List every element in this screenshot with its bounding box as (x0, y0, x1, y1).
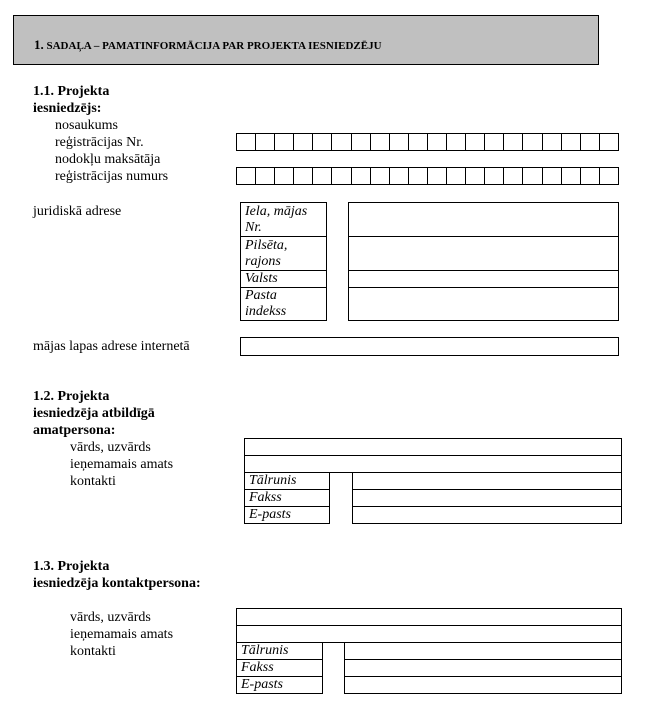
addr-postal-label (240, 287, 327, 321)
addr-street-label (240, 202, 327, 237)
addr-postal-text-2: indekss (245, 304, 287, 319)
s12-fax-text: Fakss (249, 490, 282, 505)
website-label: mājas lapas adrese internetā (33, 339, 190, 354)
s13-title-line1: 1.3. Projekta (33, 559, 110, 574)
s13-position-input[interactable] (236, 625, 622, 643)
s12-title-line3: amatpersona: (33, 423, 116, 438)
addr-country-input[interactable] (348, 270, 619, 288)
addr-city-label (240, 236, 327, 271)
s12-title-line2: iesniedzēja atbildīgā (33, 406, 155, 421)
name-label: nosaukums (55, 118, 118, 133)
s12-email-text: E-pasts (249, 507, 291, 522)
s13-contacts-label: kontakti (70, 644, 116, 659)
addr-street-input[interactable] (348, 202, 619, 237)
section-title-text: SADAĻA – PAMATINFORMĀCIJA PAR PROJEKTA IESNIEDZĒJU (46, 40, 382, 52)
s12-phone-label (244, 472, 330, 490)
section-header (13, 15, 599, 65)
tax-label-line2: reģistrācijas numurs (55, 169, 169, 184)
website-input[interactable] (240, 337, 619, 356)
s13-email-input[interactable] (344, 676, 622, 694)
s12-title-line1: 1.2. Projekta (33, 389, 110, 404)
s12-position-input[interactable] (244, 455, 622, 473)
s12-email-input[interactable] (352, 506, 622, 524)
s12-position-label: ieņemamais amats (70, 457, 174, 472)
s13-phone-label (236, 642, 323, 660)
s13-phone-input[interactable] (344, 642, 622, 660)
s12-email-label (244, 506, 330, 524)
addr-city-input[interactable] (348, 236, 619, 271)
s12-fax-label (244, 489, 330, 507)
section-title (34, 37, 382, 53)
s13-name-label: vārds, uzvārds (70, 610, 151, 625)
s12-name-input[interactable] (244, 438, 622, 456)
legal-address-label: juridiskā adrese (33, 204, 122, 219)
s12-name-label: vārds, uzvārds (70, 440, 151, 455)
addr-country-label (240, 270, 327, 288)
addr-street-text-2: Nr. (245, 220, 262, 235)
s13-phone-text: Tālrunis (241, 643, 289, 658)
s13-position-label: ieņemamais amats (70, 627, 174, 642)
s12-contacts-label: kontakti (70, 474, 116, 489)
addr-city-text-2: rajons (245, 254, 281, 269)
s13-fax-input[interactable] (344, 659, 622, 677)
tax-label-line1: nodokļu maksātāja (55, 152, 161, 167)
reg-nr-label: reģistrācijas Nr. (55, 135, 144, 150)
s12-phone-text: Tālrunis (249, 473, 297, 488)
reg-nr-input[interactable] (236, 133, 619, 151)
s13-name-input[interactable] (236, 608, 622, 626)
s12-phone-input[interactable] (352, 472, 622, 490)
addr-postal-input[interactable] (348, 287, 619, 321)
s13-fax-label (236, 659, 323, 677)
s11-title-line1: 1.1. Projekta (33, 84, 110, 99)
addr-street-text-1: Iela, mājas (245, 204, 308, 219)
addr-postal-text-1: Pasta (245, 288, 277, 303)
s12-fax-input[interactable] (352, 489, 622, 507)
tax-nr-input[interactable] (236, 167, 619, 185)
addr-country-text: Valsts (245, 271, 278, 286)
s13-fax-text: Fakss (241, 660, 274, 675)
s13-email-text: E-pasts (241, 677, 283, 692)
s13-title-line2: iesniedzēja kontaktpersona: (33, 576, 201, 591)
addr-city-text-1: Pilsēta, (245, 238, 288, 253)
section-number: 1. (34, 37, 44, 52)
s11-title-line2: iesniedzējs: (33, 101, 102, 116)
s13-email-label (236, 676, 323, 694)
